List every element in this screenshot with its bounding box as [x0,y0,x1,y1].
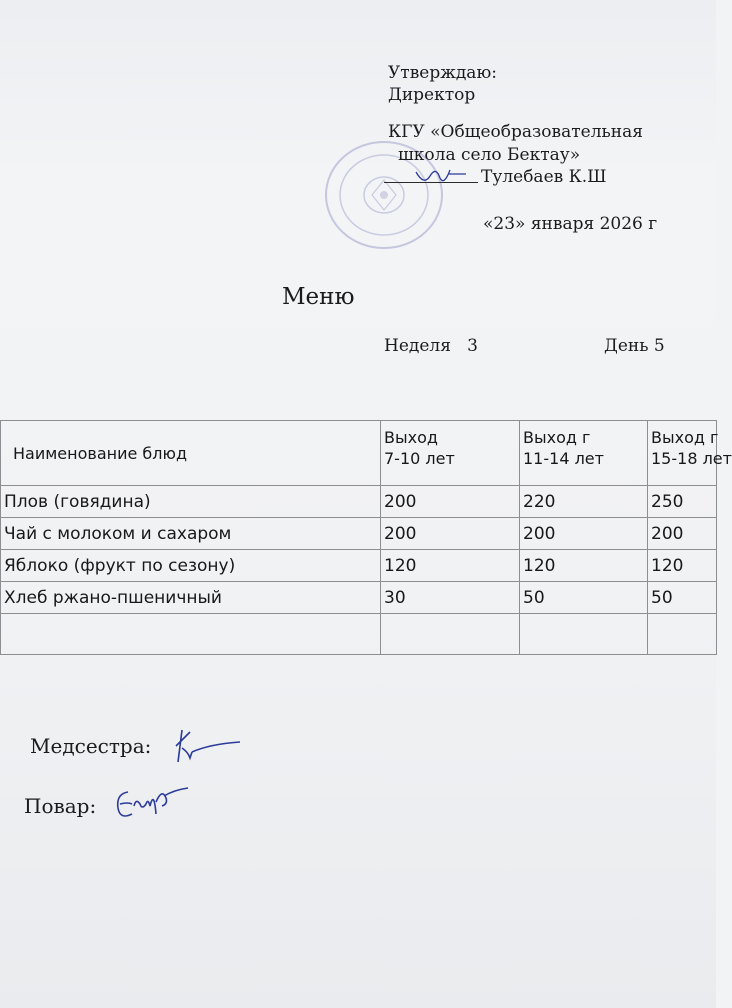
header-portion-7-10: Выход 7-10 лет [381,421,520,486]
portion-11-14: 200 [520,518,648,550]
table-header-row [1,421,717,486]
portion-15-18: 50 [648,582,717,614]
organization-name-line1: КГУ «Общеобразовательная [388,122,643,142]
portion-15-18: 250 [648,486,717,518]
cook-signature-icon [110,774,190,830]
table-row [1,518,717,550]
dish-name: Хлеб ржано-пшеничный [1,582,381,614]
approval-heading: Утверждаю: [388,63,497,83]
approval-position: Директор [388,85,476,105]
table-row-empty [1,614,717,655]
dish-name: Яблоко (фрукт по сезону) [1,550,381,582]
portion-15-18: 120 [648,550,717,582]
portion-15-18: 200 [648,518,717,550]
approval-date: «23» января 2026 г [483,214,658,234]
portion-7-10: 120 [381,550,520,582]
portion-11-14: 120 [520,550,648,582]
portion-7-10: 200 [381,486,520,518]
approval-block [388,62,497,106]
director-name: Тулебаев К.Ш [481,167,607,187]
director-signature-icon [410,158,470,188]
nurse-signature-icon [170,722,242,768]
header-portion-15-18: Выход г 15-18 лет [648,421,717,486]
table-row [1,550,717,582]
menu-table [0,420,732,655]
day-number: День 5 [604,336,665,356]
table-row [1,582,717,614]
page-title: Меню [282,284,355,310]
dish-name: Чай с молоком и сахаром [1,518,381,550]
organization-name-line2: школа село Бектау» [398,145,581,165]
header-dish-name: Наименование блюд [1,421,381,486]
week-number: Неделя 3 [384,336,478,356]
cook-label: Повар: [24,794,97,818]
portion-11-14: 220 [520,486,648,518]
portion-7-10: 30 [381,582,520,614]
header-portion-11-14: Выход г 11-14 лет [520,421,648,486]
portion-11-14: 50 [520,582,648,614]
table-row [1,486,717,518]
nurse-label: Медсестра: [30,734,152,758]
portion-7-10: 200 [381,518,520,550]
dish-name: Плов (говядина) [1,486,381,518]
